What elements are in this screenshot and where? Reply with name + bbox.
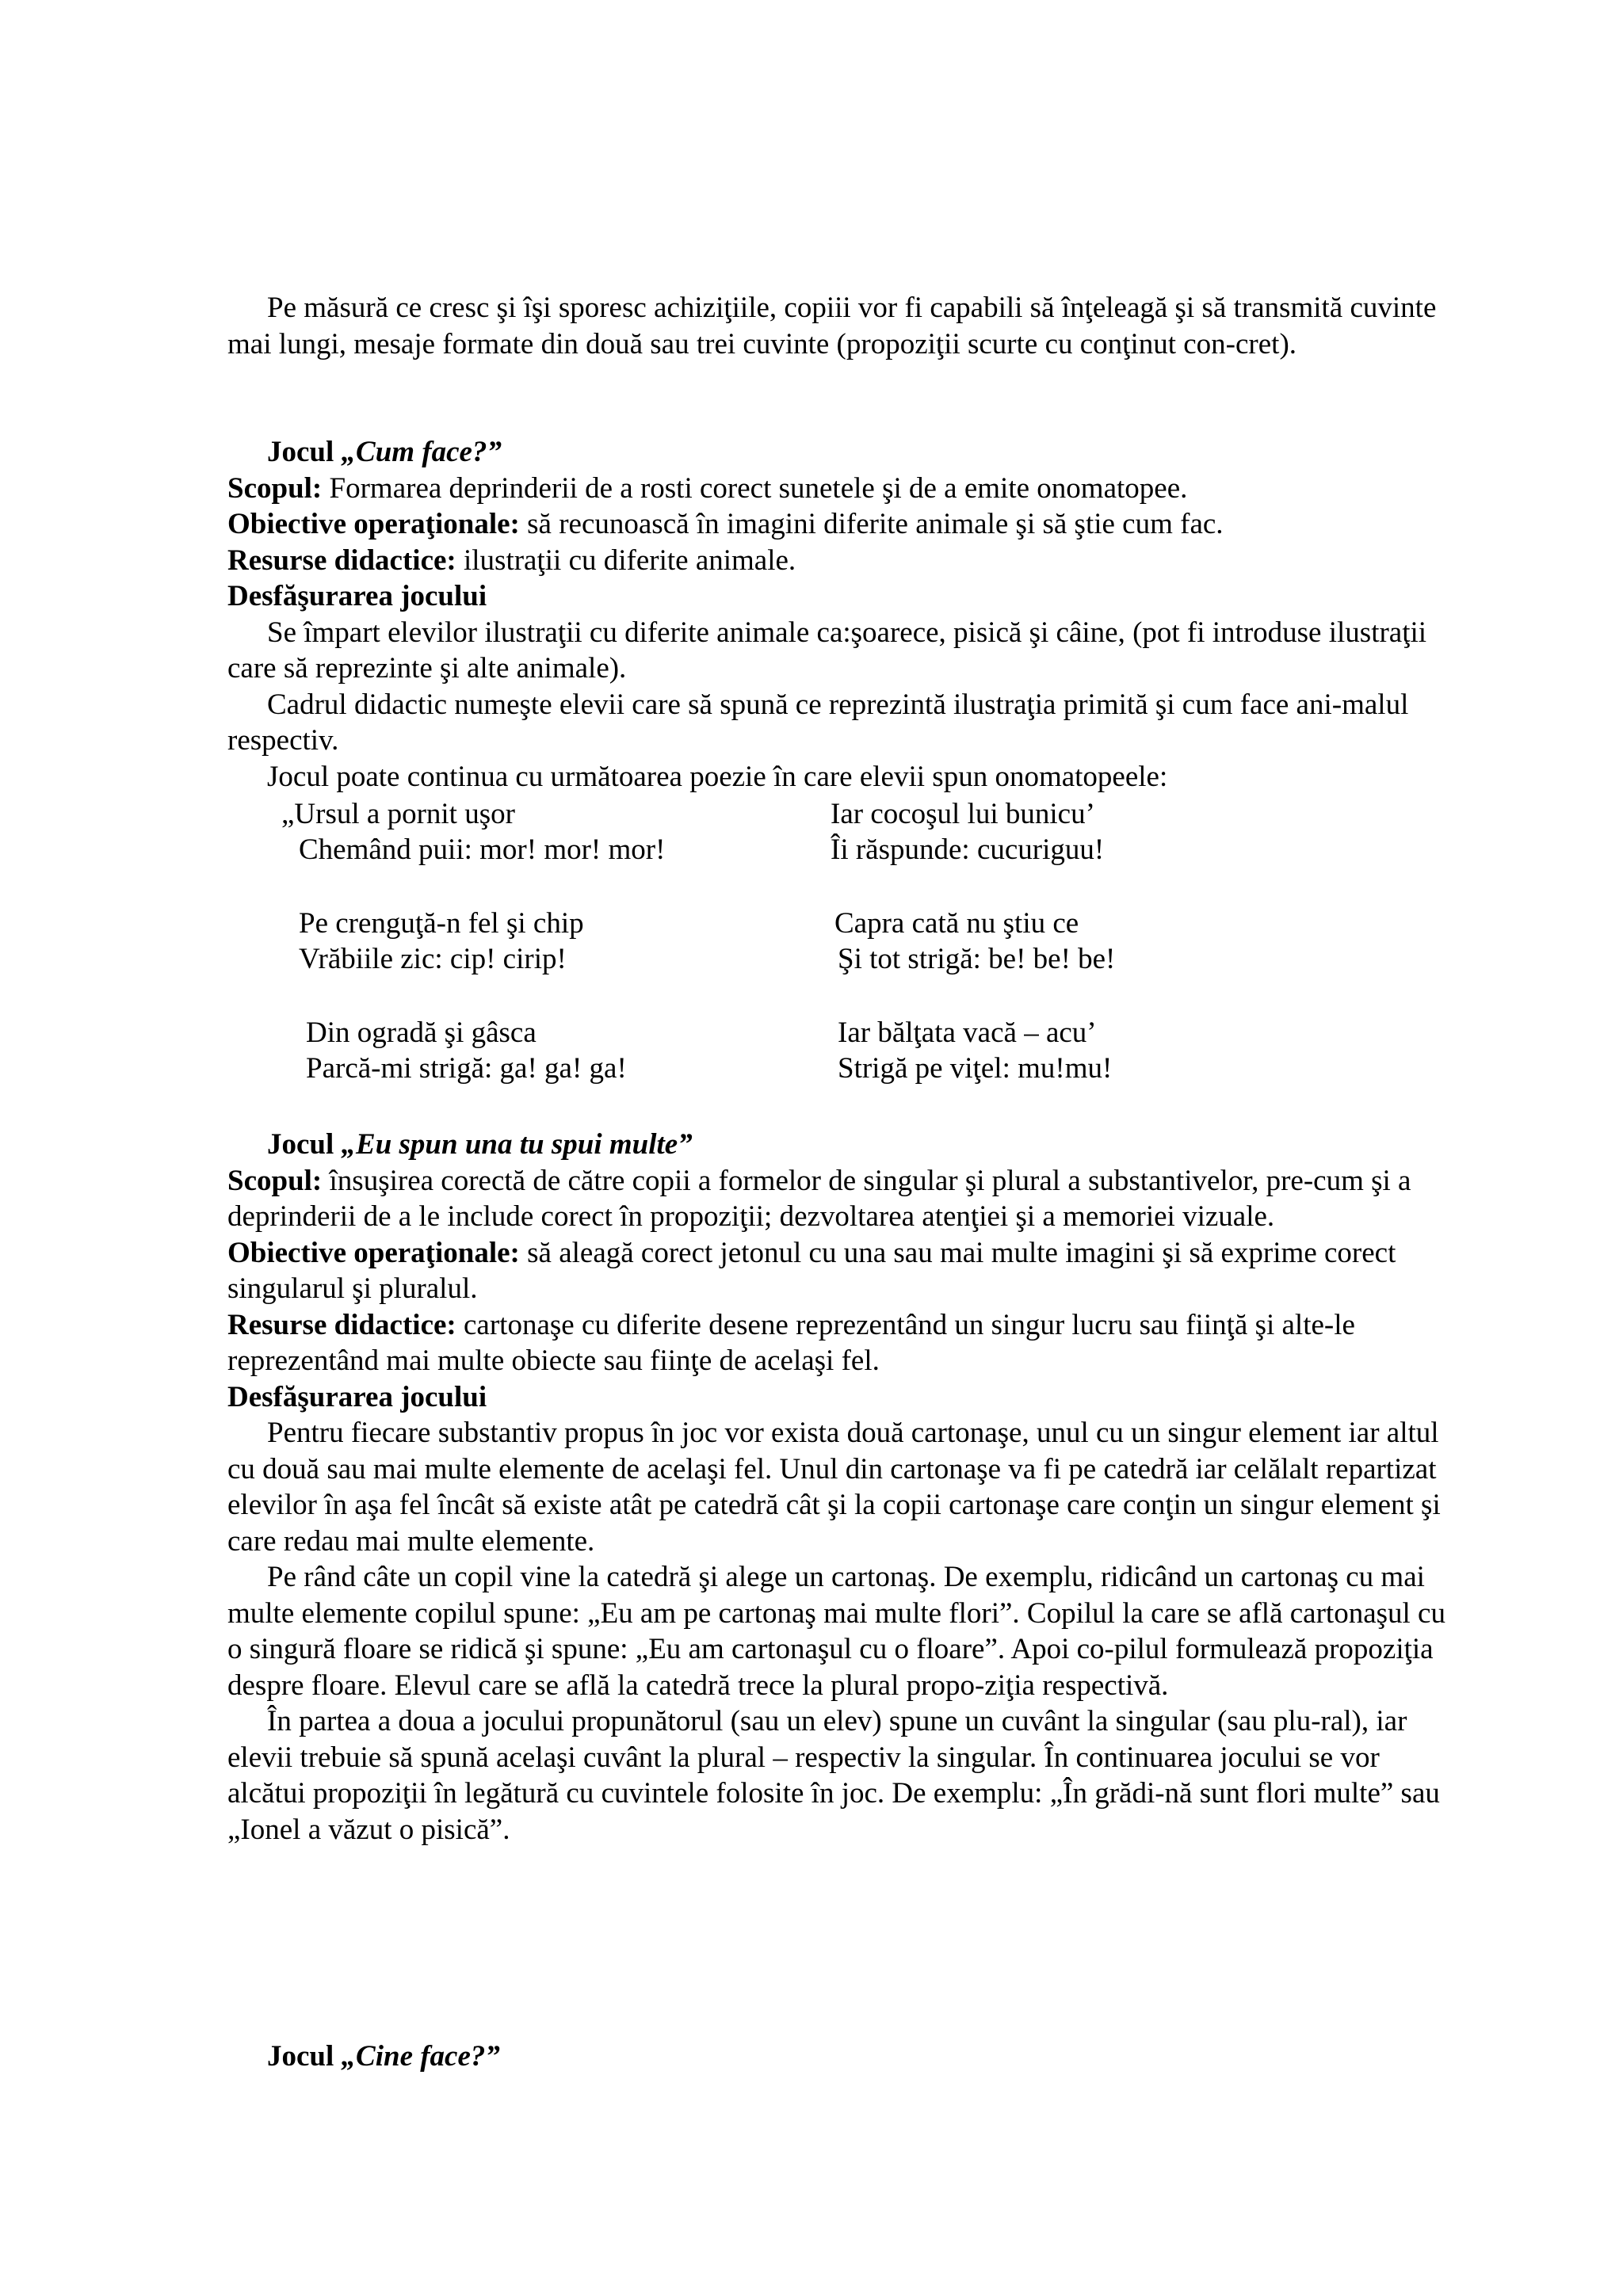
poem-line: Din ogradă şi gâsca (306, 1016, 537, 1049)
poem-line: Parcă-mi strigă: ga! ga! ga! (306, 1052, 627, 1085)
poem-line: Şi tot strigă: be! be! be! (838, 943, 1116, 975)
intro-section (227, 290, 1448, 362)
poem-line: „Ursul a pornit uşor (281, 798, 515, 830)
poem-line: Chemând puii: mor! mor! mor! (299, 833, 666, 866)
poem-line: Vrăbiile zic: cip! cirip! (299, 943, 567, 975)
game1-paragraph-3: Jocul poate continua cu următoarea poezie în care elevii spun onomatopeele: (267, 760, 1168, 793)
game2-title: „Eu spun una tu spui multe” (341, 1128, 693, 1161)
game1-heading: Jocul „Cum face?” (267, 436, 502, 468)
game1-paragraph-2: Cadrul didactic numeşte elevii care să spună ce reprezintă ilustraţia primită şi cum face ani-malul respectiv. (227, 688, 1409, 757)
game2-paragraph-1: Pentru fiecare substantiv propus în joc vor exista două cartonaşe, unul cu un singur element iar altul cu două sau mai multe elemente de acelaşi fel. Unul din cartonaşe va fi pe catedră iar celălalt repartizat elevilor în aşa fel încât să existe atât pe catedră cât şi la copii cartonaşe care conţin un singur element şi care redau mai multe elemente. (227, 1417, 1441, 1558)
game3-heading: Jocul „Cine face?” (267, 2040, 500, 2073)
game2-paragraph-3: În partea a doua a jocului propunătorul (sau un elev) spune un cuvânt la singular (sau plu-ral), iar elevii trebuie să spună acelaşi cuvânt la plural – respectiv la singular. În continuarea jocului se vor alcătui propoziţii în legătură cu cuvintele folosite în joc. De exemplu: „În grădi-nă sunt flori multe” sau „Ionel a văzut o pisică”. (227, 1705, 1440, 1846)
poem-line: Îi răspunde: cucuriguu! (831, 833, 1105, 866)
game2-objectives: Obiective operaţionale: să aleagă corect jetonul cu una sau mai multe imagini şi să exprime corect singularul şi pluralul. (227, 1236, 1396, 1305)
poem-line: Strigă pe viţel: mu!mu! (838, 1052, 1113, 1085)
game1-section (227, 434, 1448, 795)
game1-resources: Resurse didactice: ilustraţii cu diferite animale. (227, 543, 796, 577)
game3-section (227, 2039, 1448, 2075)
poem-line: Pe crenguţă-n fel şi chip (299, 907, 584, 940)
game1-objectives: Obiective operaţionale: să recunoască în imagini diferite animale şi să ştie cum fac. (227, 508, 1224, 540)
game3-title: „Cine face?” (341, 2040, 500, 2073)
game2-heading: Jocul „Eu spun una tu spui multe” (267, 1128, 693, 1161)
poem-line: Capra cată nu ştiu ce (834, 907, 1079, 940)
game2-resources: Resurse didactice: cartonaşe cu diferite desene reprezentând un singur lucru sau fiinţă şi alte-le reprezentând mai multe obiecte sau fiinţe de acelaşi fel. (227, 1308, 1355, 1377)
game1-title: „Cum face?” (341, 436, 502, 468)
game2-section (227, 1127, 1448, 1848)
game1-scope: Scopul: Formarea deprinderii de a rosti corect sunetele şi de a emite onomatopee. (227, 471, 1188, 505)
game1-paragraph-1: Se împart elevilor ilustraţii cu diferite animale ca:şoarece, pisică şi câine, (pot fi introduse ilustraţii care să reprezinte şi alte animale). (227, 616, 1427, 685)
game2-scope: Scopul: însuşirea corectă de către copii a formelor de singular şi plural a substantivelor, pre-cum şi a deprinderii de a le include corect în propoziţii; dezvoltarea atenţiei şi a memoriei vizuale. (227, 1164, 1411, 1233)
poem-line: Iar cocoşul lui bunicu’ (831, 798, 1095, 830)
game2-paragraph-2: Pe rând câte un copil vine la catedră şi alege un cartonaş. De exemplu, ridicând un cartonaş cu mai multe elemente copilul spune: „Eu am pe cartonaş mai multe flori”. Copilul la care se află cartonaşul cu o singură floare se ridică şi spune: „Eu am cartonaşul cu o floare”. Apoi co-pilul formulează propoziţia despre floare. Elevul care se află la catedră trece la plural propo-ziţia respectivă. (227, 1561, 1445, 1702)
intro-paragraph: Pe măsură ce cresc şi îşi sporesc achiziţiile, copiii vor fi capabili să înţeleagă şi să transmită cuvinte mai lungi, mesaje formate din două sau trei cuvinte (propoziţii scurte cu conţinut con-cret). (227, 292, 1437, 360)
game1-steps-heading: Desfăşurarea jocului (227, 580, 487, 612)
game2-steps-heading: Desfăşurarea jocului (227, 1380, 487, 1413)
poem-line: Iar bălţata vacă – acu’ (838, 1016, 1097, 1049)
